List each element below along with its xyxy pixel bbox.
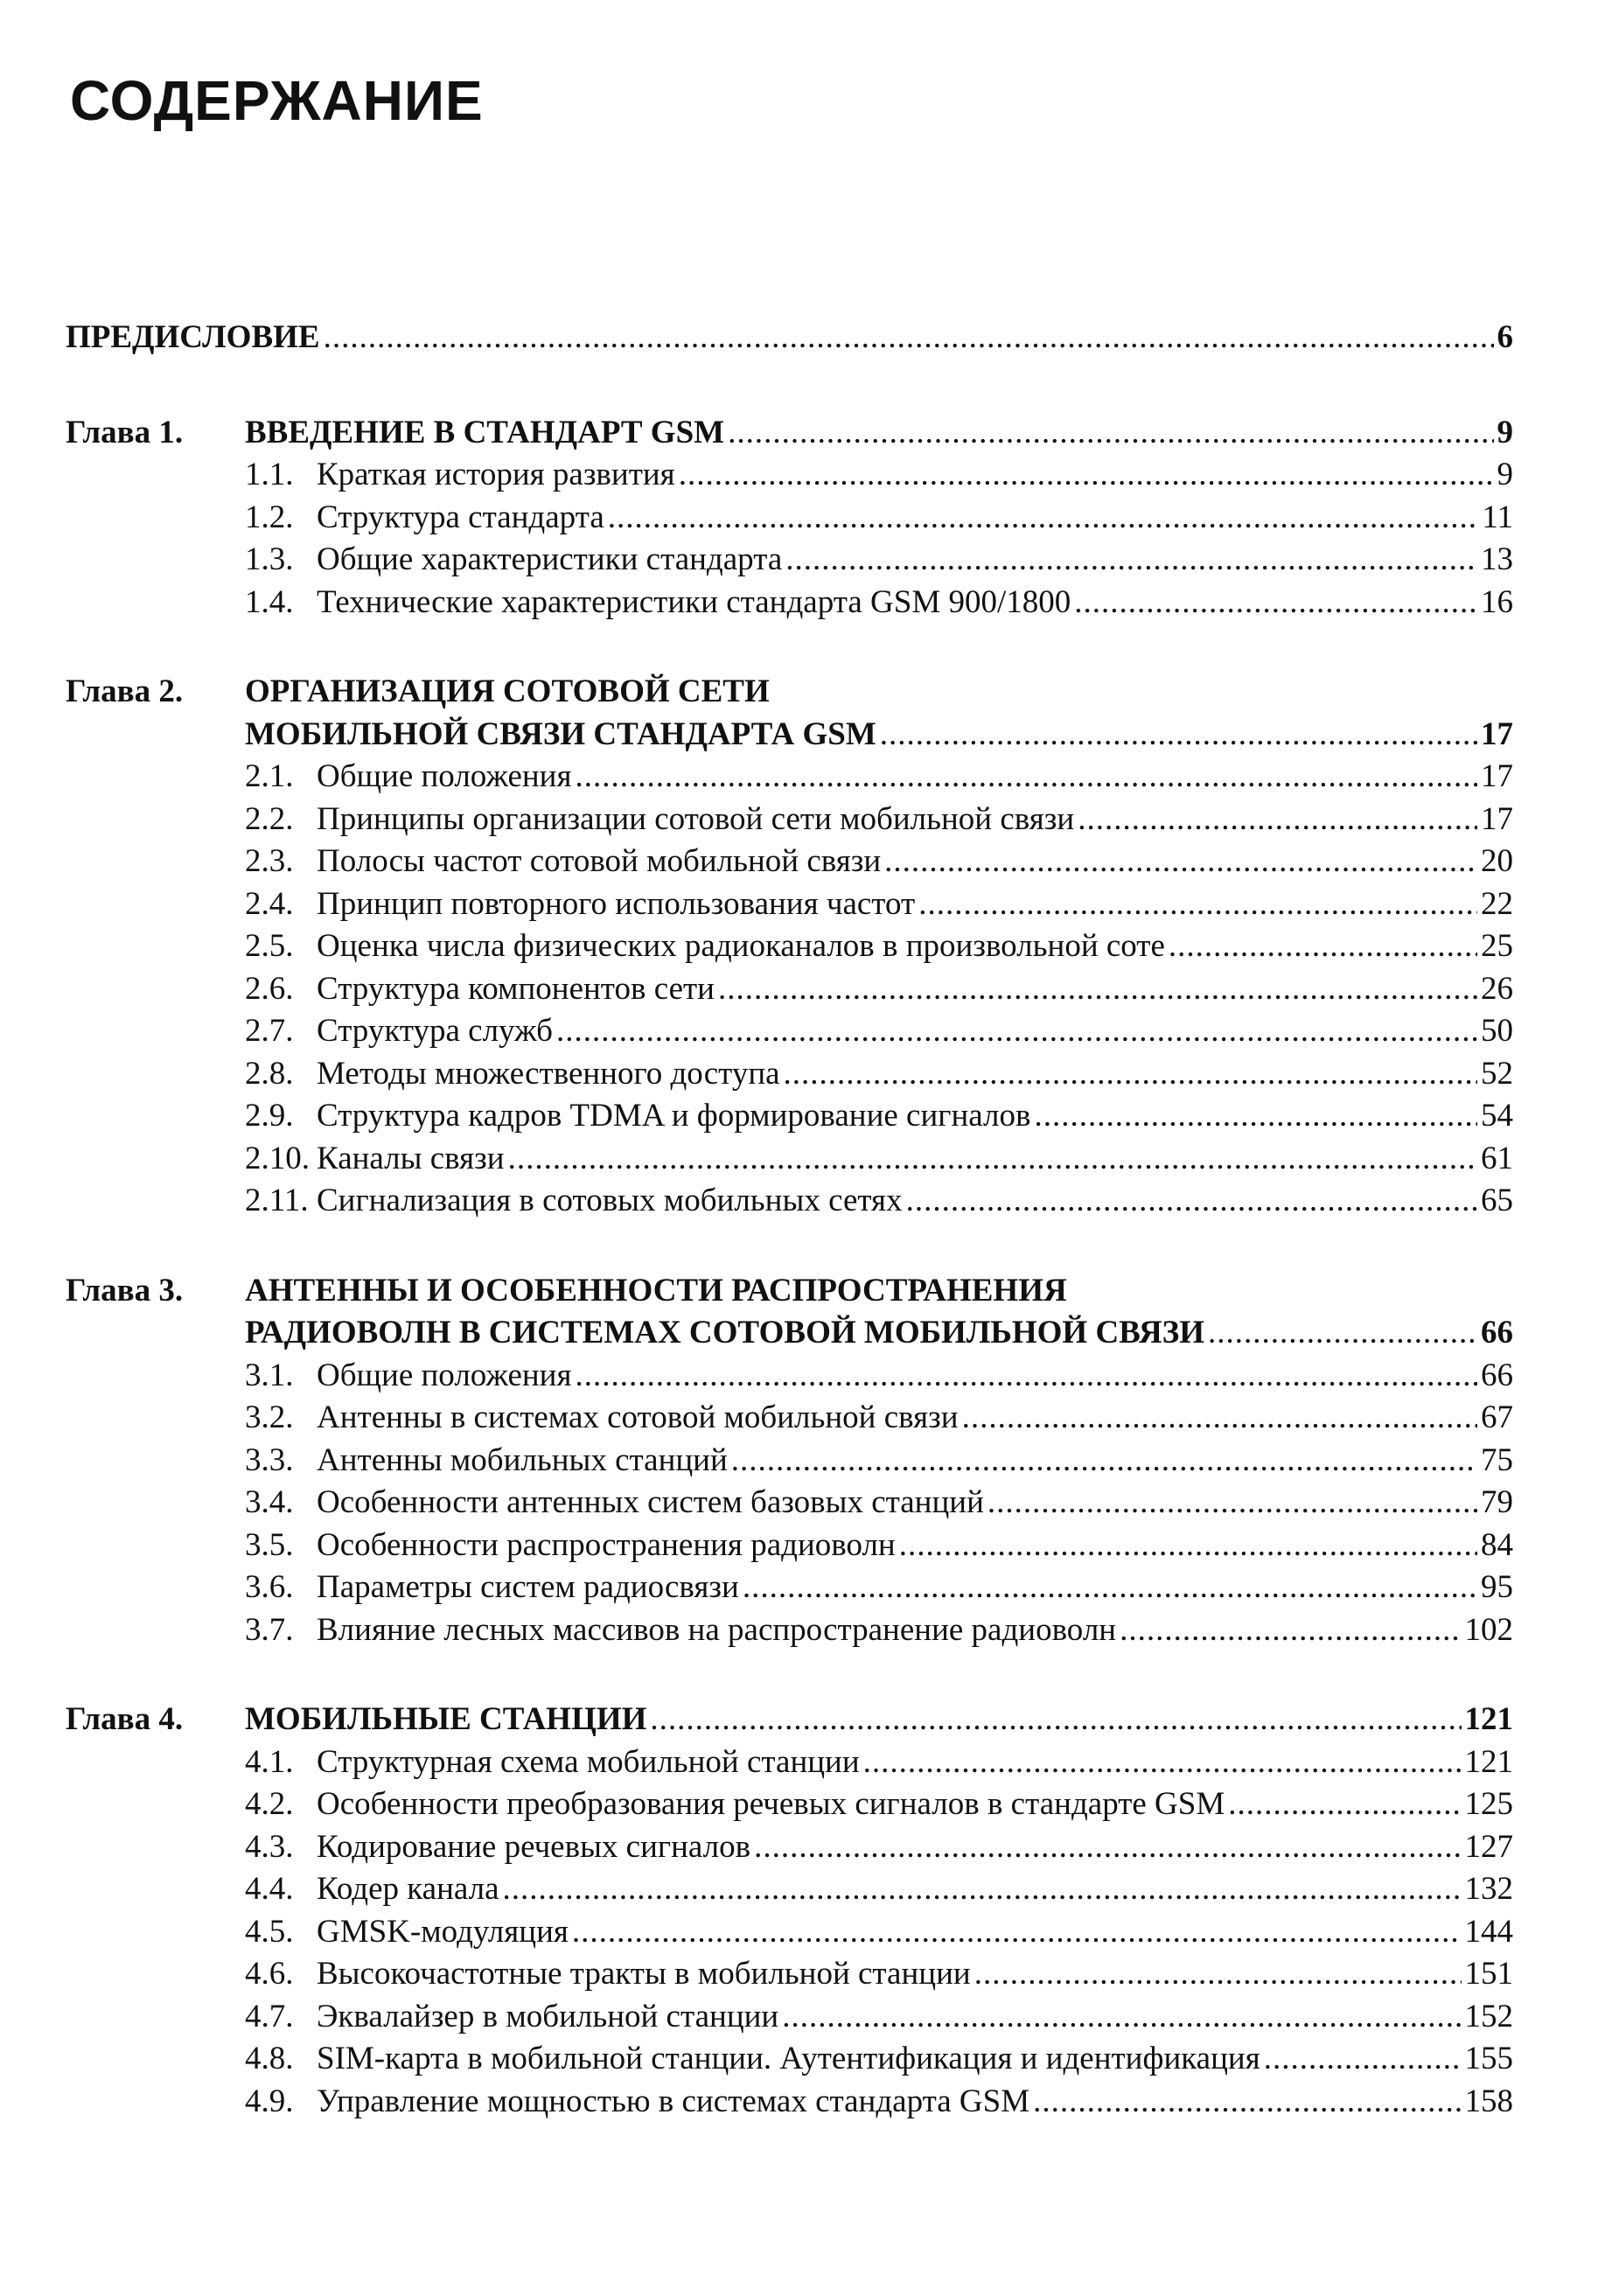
section-page: 22 bbox=[1481, 885, 1513, 922]
section-number: 2.1. bbox=[245, 758, 294, 794]
section-number: 3.5. bbox=[245, 1526, 294, 1563]
section-page: 50 bbox=[1481, 1013, 1513, 1049]
section-title: Антенны мобильных станций bbox=[317, 1441, 728, 1478]
section-title: Технические характеристики стандарта GSM 900/1800 bbox=[317, 583, 1071, 620]
section-3-7[interactable] bbox=[66, 1609, 1513, 1652]
chapter-label: Глава 2. bbox=[66, 673, 184, 709]
section-title: Краткая история развития bbox=[317, 457, 675, 492]
chapter-title-continued: РАДИОВОЛН В СИСТЕМАХ СОТОВОЙ МОБИЛЬНОЙ СВЯЗИ bbox=[245, 1315, 1205, 1350]
section-title: Параметры систем радиосвязи bbox=[317, 1569, 739, 1605]
section-title: Методы множественного доступа bbox=[317, 1055, 780, 1092]
section-2-1[interactable] bbox=[66, 756, 1513, 799]
section-number: 4.3. bbox=[245, 1828, 294, 1865]
chapter-3-heading-line-2[interactable] bbox=[66, 1312, 1513, 1355]
section-page: 52 bbox=[1481, 1055, 1513, 1092]
section-number: 3.6. bbox=[245, 1569, 294, 1605]
leader-dots bbox=[572, 1911, 1462, 1954]
section-number: 2.7. bbox=[245, 1013, 294, 1049]
chapter-title: ОРГАНИЗАЦИЯ СОТОВОЙ СЕТИ bbox=[245, 673, 770, 709]
leader-dots bbox=[728, 412, 1493, 455]
section-2-11[interactable] bbox=[66, 1180, 1513, 1223]
leader-dots bbox=[1034, 1095, 1477, 1138]
leader-dots bbox=[556, 1010, 1477, 1053]
section-page: 25 bbox=[1481, 928, 1513, 964]
section-number: 1.1. bbox=[245, 457, 294, 492]
section-1-4[interactable] bbox=[66, 582, 1513, 625]
chapter-label: Глава 3. bbox=[66, 1272, 184, 1309]
section-page: 20 bbox=[1481, 843, 1513, 879]
section-page: 152 bbox=[1464, 1998, 1513, 2034]
section-page: 17 bbox=[1481, 800, 1513, 837]
leader-dots bbox=[731, 1440, 1477, 1483]
section-4-1[interactable] bbox=[66, 1741, 1513, 1784]
section-page: 144 bbox=[1464, 1913, 1513, 1950]
section-number: 2.6. bbox=[245, 970, 294, 1007]
leader-dots bbox=[324, 317, 1494, 359]
section-4-5[interactable] bbox=[66, 1911, 1513, 1954]
leader-dots bbox=[575, 756, 1477, 799]
section-title: Сигнализация в сотовых мобильных сетях bbox=[317, 1183, 903, 1218]
chapter-title: АНТЕННЫ И ОСОБЕННОСТИ РАСПРОСТРАНЕНИЯ bbox=[245, 1272, 1067, 1309]
chapter-label: Глава 4. bbox=[66, 1701, 184, 1737]
section-title: Каналы связи bbox=[317, 1140, 505, 1176]
section-page: 125 bbox=[1464, 1786, 1513, 1822]
section-number: 4.1. bbox=[245, 1743, 294, 1780]
section-title: Особенности распространения радиоволн bbox=[317, 1526, 896, 1563]
section-page: 61 bbox=[1481, 1140, 1513, 1176]
preface-page: 6 bbox=[1497, 319, 1513, 355]
section-title: SIM-карта в мобильной станции. Аутентификация и идентификация bbox=[317, 2041, 1260, 2076]
section-number: 3.2. bbox=[245, 1399, 294, 1435]
section-number: 1.4. bbox=[245, 583, 294, 620]
section-2-5[interactable] bbox=[66, 925, 1513, 968]
section-title: Высокочастотные тракты в мобильной станции bbox=[317, 1956, 971, 1992]
section-title: Особенности антенных систем базовых станций bbox=[317, 1484, 984, 1520]
chapter-4-heading[interactable] bbox=[66, 1699, 1513, 1741]
leader-dots bbox=[784, 1053, 1477, 1096]
section-title: Антенны в системах сотовой мобильной связи bbox=[317, 1399, 959, 1435]
section-2-10[interactable] bbox=[66, 1138, 1513, 1181]
section-number: 2.9. bbox=[245, 1098, 294, 1134]
leader-dots bbox=[1264, 2038, 1462, 2081]
section-page: 67 bbox=[1481, 1399, 1513, 1435]
chapter-2-heading-line-1[interactable] bbox=[66, 671, 1513, 714]
section-number: 4.5. bbox=[245, 1913, 294, 1950]
section-2-9[interactable] bbox=[66, 1095, 1513, 1138]
section-2-2[interactable] bbox=[66, 799, 1513, 841]
leader-dots bbox=[718, 968, 1477, 1011]
section-4-6[interactable] bbox=[66, 1953, 1513, 1996]
section-title: Влияние лесных массивов на распространение радиоволн bbox=[317, 1611, 1117, 1648]
section-title: Эквалайзер в мобильной станции bbox=[317, 1998, 779, 2034]
chapter-page: 66 bbox=[1481, 1315, 1513, 1350]
section-number: 2.4. bbox=[245, 885, 294, 922]
preface-title: ПРЕДИСЛОВИЕ bbox=[66, 319, 320, 355]
chapter-page: 17 bbox=[1481, 715, 1513, 752]
section-page: 26 bbox=[1481, 970, 1513, 1007]
section-number: 2.8. bbox=[245, 1055, 294, 1092]
section-page: 121 bbox=[1464, 1743, 1513, 1780]
section-title: Структура стандарта bbox=[317, 499, 604, 535]
section-number: 4.2. bbox=[245, 1786, 294, 1822]
section-number: 2.2. bbox=[245, 800, 294, 837]
leader-dots bbox=[754, 1826, 1461, 1869]
leader-dots bbox=[962, 1397, 1477, 1440]
leader-dots bbox=[899, 1525, 1477, 1567]
leader-dots bbox=[987, 1482, 1477, 1525]
section-number: 4.6. bbox=[245, 1956, 294, 1992]
section-3-1[interactable] bbox=[66, 1355, 1513, 1398]
section-page: 127 bbox=[1464, 1828, 1513, 1865]
section-number: 2.11. bbox=[245, 1183, 309, 1218]
section-2-6[interactable] bbox=[66, 968, 1513, 1011]
section-page: 132 bbox=[1464, 1871, 1513, 1907]
section-1-2[interactable] bbox=[66, 497, 1513, 540]
leader-dots bbox=[650, 1699, 1461, 1741]
section-page: 13 bbox=[1481, 541, 1513, 577]
leader-dots bbox=[608, 497, 1479, 540]
section-number: 3.4. bbox=[245, 1484, 294, 1520]
section-title: Общие положения bbox=[317, 1357, 572, 1393]
section-title: Структура служб bbox=[317, 1013, 553, 1049]
leader-dots bbox=[884, 841, 1477, 883]
section-number: 4.8. bbox=[245, 2041, 294, 2076]
section-page: 79 bbox=[1481, 1484, 1513, 1520]
section-page: 16 bbox=[1481, 583, 1513, 620]
section-4-7[interactable] bbox=[66, 1996, 1513, 2039]
chapter-3-heading-line-1[interactable] bbox=[66, 1270, 1513, 1313]
section-title: Структурная схема мобильной станции bbox=[317, 1743, 860, 1780]
leader-dots bbox=[1208, 1312, 1477, 1355]
section-page: 84 bbox=[1481, 1526, 1513, 1563]
section-number: 3.7. bbox=[245, 1611, 294, 1648]
section-title: Кодер канала bbox=[317, 1871, 499, 1907]
section-title: Структура кадров TDMA и формирование сигналов bbox=[317, 1098, 1031, 1134]
section-3-4[interactable] bbox=[66, 1482, 1513, 1525]
chapter-page: 9 bbox=[1497, 414, 1513, 450]
chapter-title: ВВЕДЕНИЕ В СТАНДАРТ GSM bbox=[245, 414, 725, 450]
section-title: Структура компонентов сети bbox=[317, 970, 715, 1007]
leader-dots bbox=[575, 1355, 1477, 1398]
section-4-9[interactable] bbox=[66, 2081, 1513, 2124]
page-title: СОДЕРЖАНИЕ bbox=[70, 69, 484, 132]
leader-dots bbox=[1074, 582, 1477, 625]
section-page: 95 bbox=[1481, 1569, 1513, 1605]
section-1-3[interactable] bbox=[66, 539, 1513, 582]
section-4-2[interactable] bbox=[66, 1783, 1513, 1826]
section-page: 158 bbox=[1464, 2083, 1513, 2119]
chapter-1-heading[interactable] bbox=[66, 412, 1513, 455]
leader-dots bbox=[1169, 925, 1477, 968]
leader-dots bbox=[880, 714, 1477, 757]
leader-dots bbox=[782, 1996, 1461, 2039]
leader-dots bbox=[906, 1180, 1477, 1223]
leader-dots bbox=[1033, 2081, 1461, 2124]
section-page: 11 bbox=[1482, 499, 1513, 535]
section-title: Общие характеристики стандарта bbox=[317, 541, 783, 577]
leader-dots bbox=[863, 1741, 1462, 1784]
section-page: 151 bbox=[1464, 1956, 1513, 1992]
section-page: 54 bbox=[1481, 1098, 1513, 1134]
leader-dots bbox=[785, 539, 1477, 582]
section-page: 9 bbox=[1497, 457, 1513, 492]
section-page: 66 bbox=[1481, 1357, 1513, 1393]
section-page: 17 bbox=[1481, 758, 1513, 794]
section-number: 2.5. bbox=[245, 928, 294, 964]
section-3-5[interactable] bbox=[66, 1525, 1513, 1567]
leader-dots bbox=[743, 1567, 1477, 1609]
section-4-4[interactable] bbox=[66, 1868, 1513, 1911]
section-3-2[interactable] bbox=[66, 1397, 1513, 1440]
section-number: 1.3. bbox=[245, 541, 294, 577]
leader-dots bbox=[1120, 1609, 1461, 1652]
chapter-2-heading-line-2[interactable] bbox=[66, 714, 1513, 757]
section-number: 4.4. bbox=[245, 1871, 294, 1907]
section-title: Принципы организации сотовой сети мобильной связи bbox=[317, 800, 1075, 837]
section-title: Принцип повторного использования частот bbox=[317, 885, 916, 922]
section-2-7[interactable] bbox=[66, 1010, 1513, 1053]
section-2-8[interactable] bbox=[66, 1053, 1513, 1096]
leader-dots bbox=[503, 1868, 1462, 1911]
section-page: 65 bbox=[1481, 1183, 1513, 1218]
section-page: 155 bbox=[1464, 2041, 1513, 2076]
section-title: GMSK-модуляция bbox=[317, 1913, 569, 1950]
leader-dots bbox=[918, 883, 1477, 926]
leader-dots bbox=[1078, 799, 1477, 841]
section-2-4[interactable] bbox=[66, 883, 1513, 926]
section-title: Особенности преобразования речевых сигналов в стандарте GSM bbox=[317, 1786, 1225, 1822]
chapter-page: 121 bbox=[1464, 1701, 1513, 1737]
leader-dots bbox=[1228, 1783, 1461, 1826]
section-page: 102 bbox=[1464, 1611, 1513, 1648]
leader-dots bbox=[679, 454, 1494, 497]
leader-dots bbox=[974, 1953, 1462, 1996]
section-title: Полосы частот сотовой мобильной связи bbox=[317, 843, 882, 879]
section-title: Кодирование речевых сигналов bbox=[317, 1828, 751, 1865]
chapter-title: МОБИЛЬНЫЕ СТАНЦИИ bbox=[245, 1701, 647, 1737]
section-number: 3.1. bbox=[245, 1357, 294, 1393]
section-number: 2.10. bbox=[245, 1140, 310, 1176]
section-4-8[interactable] bbox=[66, 2038, 1513, 2081]
section-number: 2.3. bbox=[245, 843, 294, 879]
section-page: 75 bbox=[1481, 1441, 1513, 1478]
section-3-3[interactable] bbox=[66, 1440, 1513, 1483]
table-of-contents bbox=[66, 317, 1513, 2123]
leader-dots bbox=[508, 1138, 1477, 1181]
section-2-3[interactable] bbox=[66, 841, 1513, 883]
chapter-title-continued: МОБИЛЬНОЙ СВЯЗИ СТАНДАРТА GSM bbox=[245, 715, 876, 752]
section-number: 3.3. bbox=[245, 1441, 294, 1478]
section-1-1[interactable] bbox=[66, 454, 1513, 497]
section-3-6[interactable] bbox=[66, 1567, 1513, 1609]
toc-preface[interactable] bbox=[66, 317, 1513, 359]
section-number: 1.2. bbox=[245, 499, 294, 535]
section-number: 4.9. bbox=[245, 2083, 294, 2119]
section-number: 4.7. bbox=[245, 1998, 294, 2034]
section-title: Оценка числа физических радиоканалов в произвольной соте bbox=[317, 928, 1165, 964]
section-title: Управление мощностью в системах стандарта GSM bbox=[317, 2083, 1030, 2119]
chapter-label: Глава 1. bbox=[66, 414, 184, 450]
section-title: Общие положения bbox=[317, 758, 572, 794]
section-4-3[interactable] bbox=[66, 1826, 1513, 1869]
